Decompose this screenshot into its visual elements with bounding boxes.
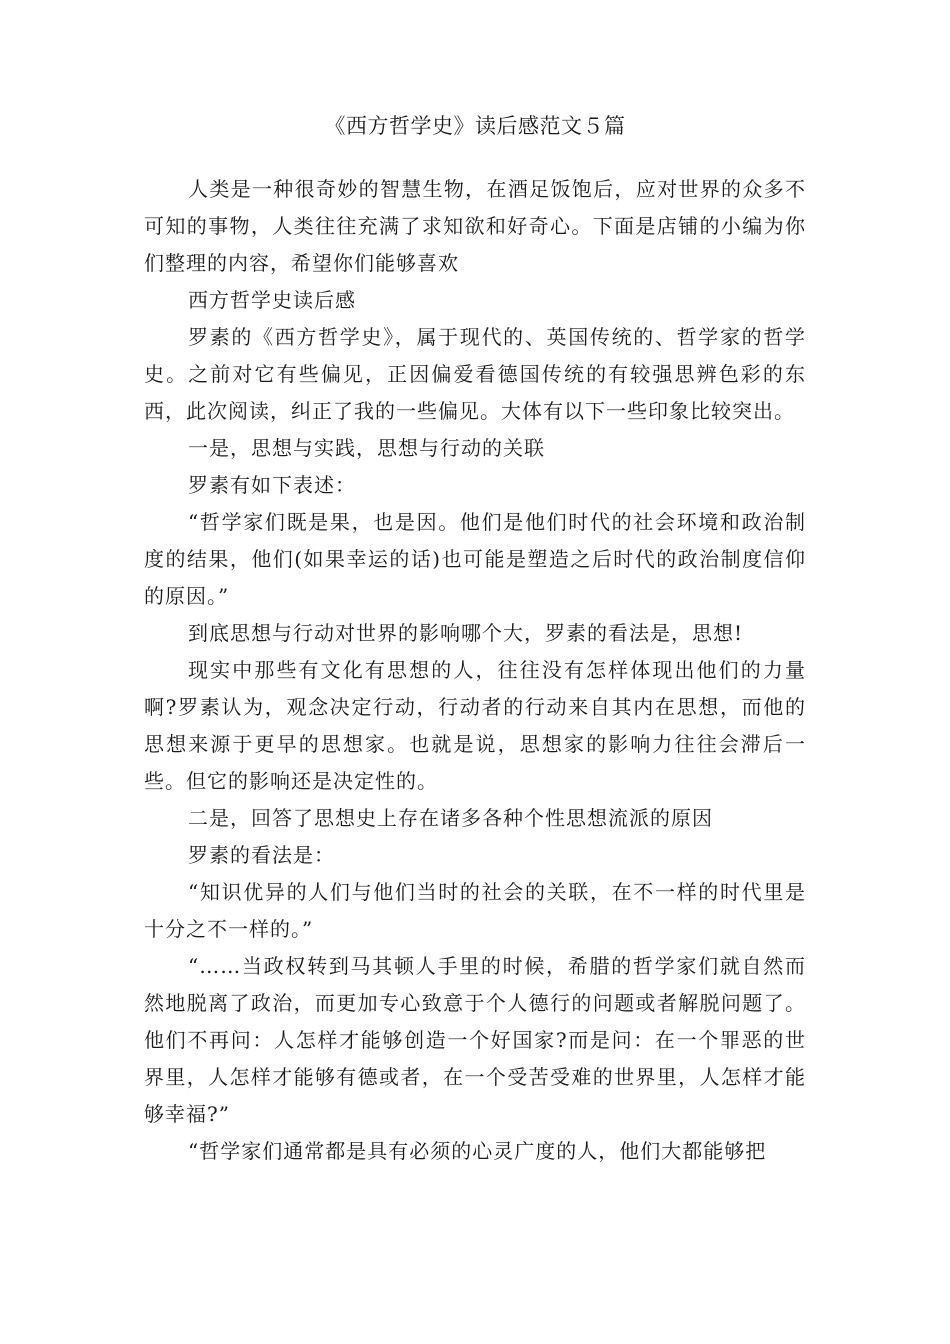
paragraph-intro: 人类是一种很奇妙的智慧生物，在酒足饭饱后，应对世界的众多不可知的事物，人类往往充满了求知欲和好奇心。下面是店铺的小编为你们整理的内容，希望你们能够喜欢: [144, 177, 806, 275]
paragraph: 罗素的看法是：: [188, 843, 335, 867]
document-title: 《西方哲学史》读后感范文５篇: [324, 114, 626, 138]
paragraph: 到底思想与行动对世界的影响哪个大，罗素的看法是，思想!: [188, 621, 744, 645]
paragraph-quote: “哲学家们既是果，也是因。他们是他们时代的社会环境和政治制度的结果，他们(如果幸运的话)也可能是塑造之后时代的政治制度信仰的原因。”: [144, 510, 806, 608]
paragraph-quote: “知识优异的人们与他们当时的社会的关联，在不一样的时代里是十分之不一样的。”: [144, 880, 806, 941]
paragraph: 罗素有如下表述：: [188, 473, 356, 497]
paragraph-section-heading: 二是，回答了思想史上存在诸多各种个性思想流派的原因: [188, 806, 713, 830]
document-body: [144, 171, 806, 1170]
paragraph-subtitle: 西方哲学史读后感: [188, 288, 356, 312]
paragraph-quote: “……当政权转到马其顿人手里的时候，希腊的哲学家们就自然而然地脱离了政治，而更加专心致意于个人德行的问题或者解脱问题了。他们不再问：人怎样才能够创造一个好国家?而是问：在一个罪恶的世界里，人怎样才能够有德或者，在一个受苦受难的世界里，人怎样才能够幸福?”: [144, 954, 806, 1126]
paragraph-quote: “哲学家们通常都是具有必须的心灵广度的人，他们大都能够把: [188, 1139, 767, 1163]
paragraph-section-heading: 一是，思想与实践，思想与行动的关联: [188, 436, 545, 460]
paragraph: 罗素的《西方哲学史》，属于现代的、英国传统的、哲学家的哲学史。之前对它有些偏见，正因偏爱看德国传统的有较强思辨色彩的东西，此次阅读，纠正了我的一些偏见。大体有以下一些印象比较突出。: [144, 325, 806, 423]
paragraph: 现实中那些有文化有思想的人，往往没有怎样体现出他们的力量啊?罗素认为，观念决定行动，行动者的行动来自其内在思想，而他的思想来源于更早的思想家。也就是说，思想家的影响力往往会滞后一些。但它的影响还是决定性的。: [144, 658, 806, 793]
